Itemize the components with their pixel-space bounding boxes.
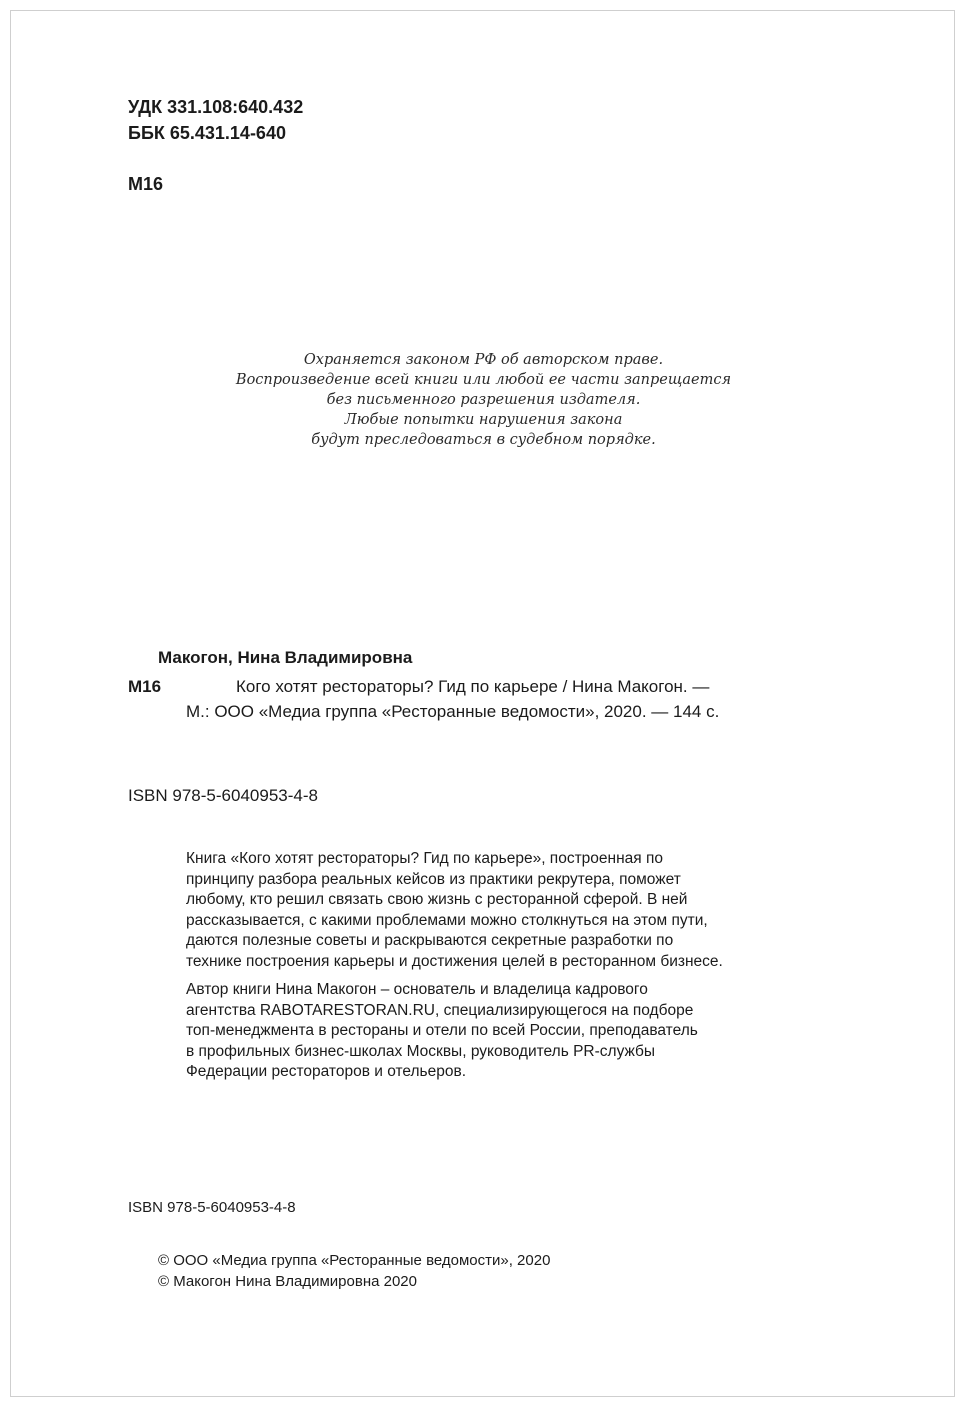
annotation-line: технике построения карьеры и достижения целей в ресторанном бизнесе.	[186, 952, 723, 970]
annotation-paragraph	[186, 980, 723, 1083]
annotation-line: Федерации рестораторов и отельеров.	[186, 1063, 467, 1080]
annotation	[186, 849, 723, 1083]
copyright-line: © Макогон Нина Владимировна 2020	[158, 1273, 417, 1290]
copyright-line: © ООО «Медиа группа «Ресторанные ведомости», 2020	[158, 1252, 551, 1269]
isbn-main: ISBN 978-5-6040953-4-8	[128, 786, 318, 805]
copyright-notice-line: без письменного разрешения издателя.	[326, 392, 641, 408]
annotation-line: любому, кто решил связать свою жизнь с ресторанной сферой. В ней	[186, 891, 688, 908]
copyright-notice-line: Любые попытки нарушения закона	[344, 412, 623, 428]
bib-author-name: Макогон, Нина Владимировна	[158, 648, 413, 667]
annotation-line: рассказывается, с какими проблемами можно столкнуться на этом пути,	[186, 911, 708, 929]
bbk-code: ББК 65.431.14-640	[128, 123, 286, 143]
classification-codes	[128, 94, 303, 146]
annotation-line: топ-менеджмента в рестораны и отели по всей России, преподаватель	[186, 1022, 698, 1039]
annotation-line: даются полезные советы и раскрываются секретные разработки по	[186, 932, 674, 949]
copyright-lines	[158, 1250, 550, 1292]
bib-description-line: Кого хотят рестораторы? Гид по карьере / Нина Макогон. —	[236, 677, 710, 696]
annotation-line: в профильных бизнес-школах Москвы, руководитель PR-службы	[186, 1042, 656, 1060]
annotation-line: принципу разбора реальных кейсов из практики рекрутера, поможет	[186, 870, 681, 888]
copyright-notice	[0, 350, 967, 450]
author-sign: М16	[128, 174, 164, 194]
isbn-footer: ISBN 978-5-6040953-4-8	[128, 1199, 296, 1216]
udk-code: УДК 331.108:640.432	[128, 97, 304, 117]
annotation-line: Автор книги Нина Макогон – основатель и владелица кадрового	[186, 981, 648, 998]
copyright-notice-line: Охраняется законом РФ об авторском праве.	[303, 352, 664, 368]
annotation-line: Книга «Кого хотят рестораторы? Гид по карьере», построенная по	[186, 850, 663, 867]
bib-author-sign: М16	[128, 677, 162, 696]
copyright-notice-line: Воспроизведение всей книги или любой ее части запрещается	[235, 372, 732, 388]
bib-description-line: М.: ООО «Медиа группа «Ресторанные ведомости», 2020. — 144 с.	[186, 702, 720, 721]
copyright-notice-line: будут преследоваться в судебном порядке.	[311, 432, 656, 448]
annotation-paragraph	[186, 849, 723, 972]
annotation-line: агентства RABOTARESTORAN.RU, специализирующегося на подборе	[186, 1001, 694, 1019]
